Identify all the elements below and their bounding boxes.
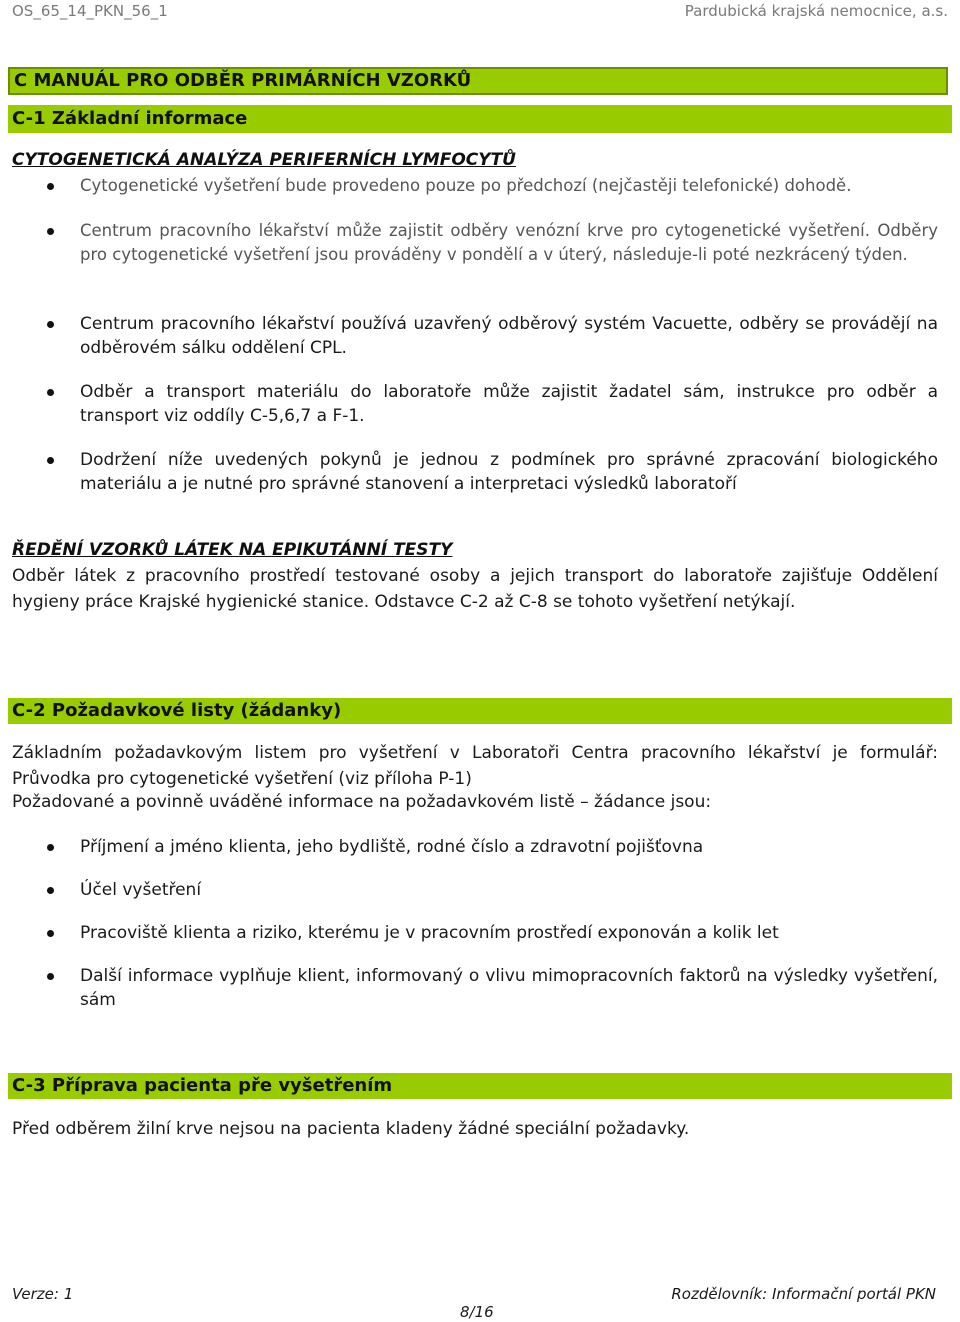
section-c1-title: C-1 Základní informace [8,105,952,133]
list-item: Příjmení a jméno klienta, jeho bydliště, rodné číslo a zdravotní pojišťovna [80,835,938,859]
page-number: 8/16 [460,1303,494,1321]
page-header [0,0,960,30]
footer-distribution: Rozdělovník: Informační portál PKN [671,1285,936,1303]
footer-version: Verze: 1 [12,1285,74,1303]
organization-name: Pardubická krajská nemocnice, a.s. [684,2,948,20]
cytogenetic-analysis-heading: CYTOGENETICKÁ ANALÝZA PERIFERNÍCH LYMFOCYTŮ [12,150,516,170]
section-c2-title: C-2 Požadavkové listy (žádanky) [8,698,952,724]
list-item: Dodržení níže uvedených pokynů je jednou z podmínek pro správné zpracování biologického materiálu a je nutné pro správné stanovení a interpretaci výsledků laboratoří [80,450,938,494]
epicutaneous-paragraph: Odběr látek z pracovního prostředí testované osoby a jejich transport do laboratoře zajišťuje Oddělení hygieny práce Krajské hygienické stanice. Odstavce C-2 až C-8 se tohoto vyšetření netýkají. [12,566,938,612]
list-item: Cytogenetické vyšetření bude provedeno pouze po předchozí (nejčastěji telefonické) dohodě. [80,174,938,198]
epicutaneous-dilution-heading: ŘEDĚNÍ VZORKŮ LÁTEK NA EPIKUTÁNNÍ TESTY [12,540,453,560]
list-item: Pracoviště klienta a riziko, kterému je v pracovním prostředí exponován a kolik let [80,921,938,945]
list-item: Další informace vyplňuje klient, informovaný o vlivu mimopracovních faktorů na výsledky vyšetření, sám [80,966,938,1010]
list-item: Účel vyšetření [80,878,938,902]
list-item: Odběr a transport materiálu do laboratoře může zajistit žadatel sám, instrukce pro odběr a transport viz oddíly C-5,6,7 a F-1. [80,382,938,426]
document-code: OS_65_14_PKN_56_1 [12,2,168,20]
c2-intro-paragraph: Základním požadavkovým listem pro vyšetření v Laboratoři Centra pracovního lékařství je formulář: Průvodka pro cytogenetické vyšetření (viz příloha P-1) [12,743,938,789]
list-item: Centrum pracovního lékařství používá uzavřený odběrový systém Vacuette, odběry se provádějí na odběrovém sálku oddělení CPL. [80,314,938,358]
manual-title-band: C MANUÁL PRO ODBĚR PRIMÁRNÍCH VZORKŮ [8,67,948,95]
c3-paragraph: Před odběrem žilní krve nejsou na pacienta kladeny žádné speciální požadavky. [12,1119,690,1139]
c2-required-info-line: Požadované a povinně uváděné informace na požadavkovém listě – žádance jsou: [12,792,712,812]
section-c3-title: C-3 Příprava pacienta pře vyšetřením [8,1073,952,1099]
list-item: Centrum pracovního lékařství může zajistit odběry venózní krve pro cytogenetické vyšetření. Odběry pro cytogenetické vyšetření jsou prováděny v pondělí a v úterý, následuje-li poté nezkrácený týden. [80,219,938,267]
